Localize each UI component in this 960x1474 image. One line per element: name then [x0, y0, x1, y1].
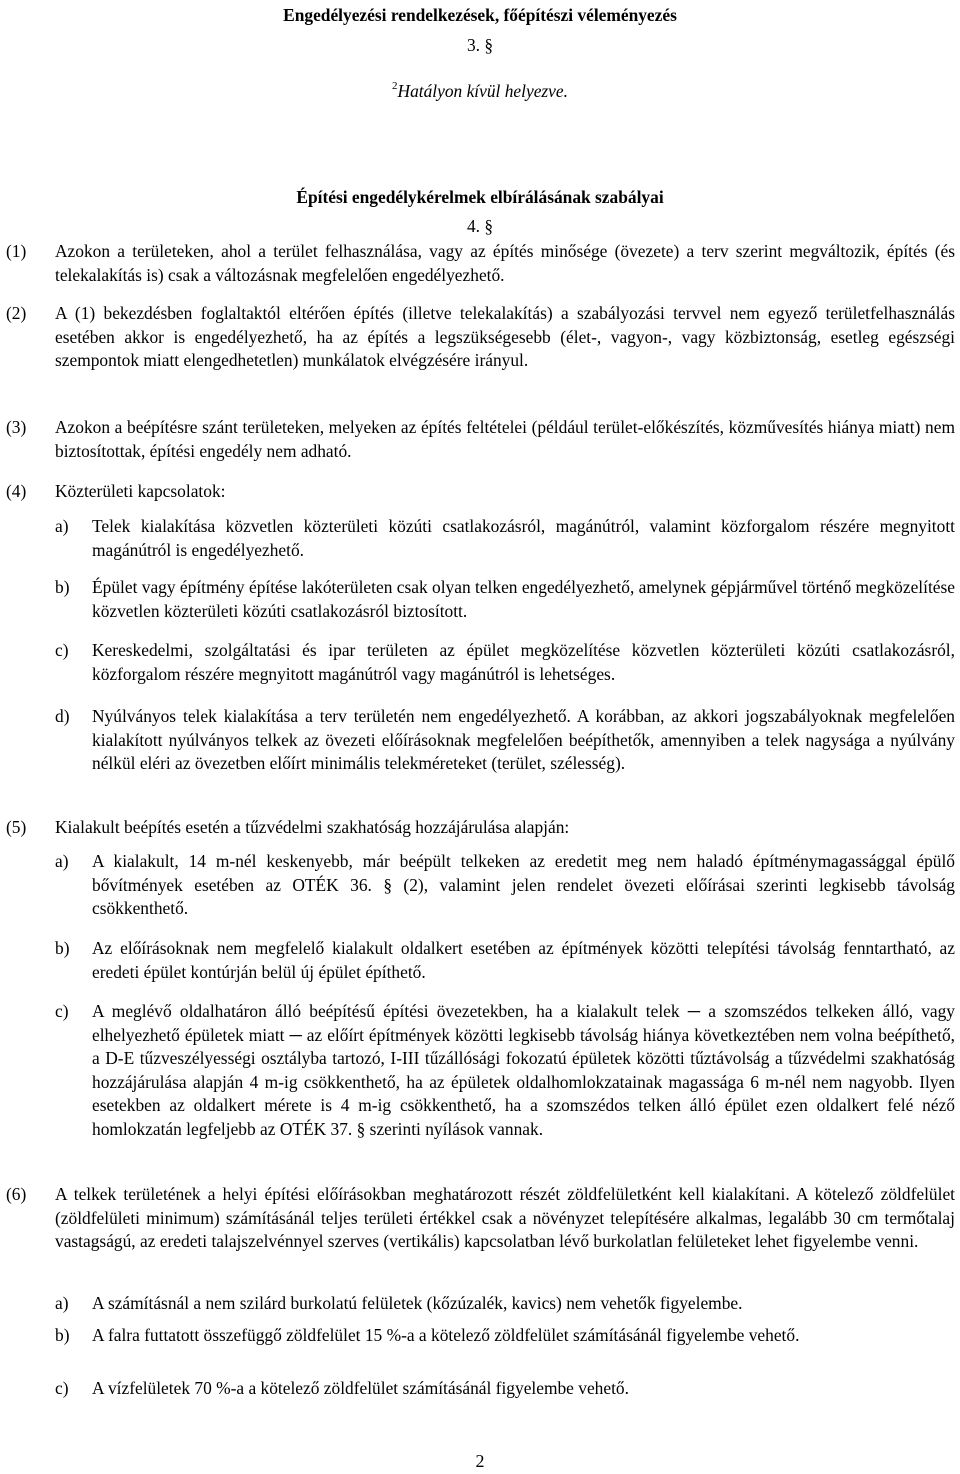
paragraph-text: A telkek területének a helyi építési előírásokban meghatározott részét zöldfelületként kell kialakítani. A kötelező zöldfelület (zöldfelületi minimum) számításánál teljes területi értékkel csak a növényzet telepítésére alkalmas, legalább 30 cm termőtalaj vastagságú, az eredeti talajszelvénnyel szerves (vertikális) kapcsolatban lévő burkolatlan felületeket lehet figyelembe venni.: [55, 1184, 955, 1251]
section-4-number: 4. §: [466, 216, 494, 236]
list-item-4c: [55, 639, 955, 686]
item-label: c): [55, 1378, 69, 1398]
section-3-number: 3. §: [466, 35, 494, 55]
paragraph-number: (6): [6, 1184, 27, 1204]
page-number: 2: [475, 1451, 485, 1471]
item-text: Kereskedelmi, szolgáltatási és ipar területen az épület megközelítése közvetlen közterületi közúti csatlakozásról, közforgalom részére megnyitott magánútról vagy magánútról is lehetséges.: [92, 640, 955, 684]
item-text: Épület vagy építmény építése lakóterületen csak olyan telken engedélyezhető, amelynek gépjárművel történő megközelítése közvetlen közterületi közúti csatlakozásról biztosított.: [92, 577, 955, 621]
section-4-title: Építési engedélykérelmek elbírálásának szabályai: [296, 187, 664, 207]
item-label: a): [55, 516, 69, 536]
paragraph-number: (5): [6, 817, 27, 837]
paragraph-text: Azokon a területeken, ahol a terület felhasználása, vagy az építés minősége (övezete) a terv szerint megváltozik, építés (és telekalakítás is) csak a változásnak megfelelően engedélyezhető.: [55, 241, 955, 285]
paragraph-text: Azokon a beépítésre szánt területeken, melyeken az építés feltételei (például terület-előkészítés, közművesítés hiánya miatt) nem biztosítottak, építési engedély nem adható.: [55, 417, 955, 461]
list-item-4a: [55, 515, 955, 562]
paragraph-5: [0, 816, 955, 840]
paragraph-text: Kialakult beépítés esetén a tűzvédelmi szakhatóság hozzájárulása alapján:: [55, 817, 570, 837]
item-label: b): [55, 938, 70, 958]
list-item-5a: [55, 850, 955, 921]
list-item-5b: [55, 937, 955, 984]
paragraph-number: (4): [6, 481, 27, 501]
footnote-number: 2: [392, 80, 398, 92]
paragraph-number: (3): [6, 417, 27, 437]
list-item-4b: [55, 576, 955, 623]
paragraph-number: (1): [6, 241, 27, 261]
item-text: A kialakult, 14 m-nél keskenyebb, már beépült telkeken az eredetit meg nem haladó építménymagassággal épülő bővítmények esetében az OTÉK 36. § (2), valamint jelen rendelet övezeti előírásai szerinti legkisebb távolság csökkenthető.: [92, 851, 955, 918]
item-label: b): [55, 577, 70, 597]
paragraph-6: [0, 1183, 955, 1254]
item-text: Nyúlványos telek kialakítása a terv területén nem engedélyezhető. A korábban, az akkori jogszabályoknak megfelelően kialakított nyúlványos telkek az övezeti előírásoknak megfelelően beépíthetők, amennyiben a telek nagysága a nyúlvány nélkül eléri az övezetben előírt minimális telekméreteket (terület, szélesség).: [92, 706, 955, 773]
item-label: b): [55, 1325, 70, 1345]
item-text: A falra futtatott összefüggő zöldfelület 15 %-a a kötelező zöldfelület számításánál figyelembe vehető.: [92, 1325, 800, 1345]
list-item-5c: [55, 1000, 955, 1141]
item-label: a): [55, 851, 69, 871]
paragraph-3: [0, 416, 955, 463]
item-text: A számításnál a nem szilárd burkolatú felületek (kőzúzalék, kavics) nem vehetők figyelembe.: [92, 1293, 743, 1313]
list-item-6b: [55, 1324, 955, 1348]
item-label: d): [55, 706, 70, 726]
paragraph-text: A (1) bekezdésben foglaltaktól eltérően építés (illetve telekalakítás) a szabályozási tervvel nem egyező területfelhasználás esetében akkor is engedélyezhető, ha az építés a legszükségesebb (élet-, vagyon-, vagy közbiztonság, esetleg egészségi szempontok miatt elengedhetetlen) munkálatok elvégzésére irányul.: [55, 303, 955, 370]
item-label: c): [55, 1001, 69, 1021]
footnote: [0, 80, 960, 104]
footnote-text: Hatályon kívül helyezve.: [397, 81, 568, 101]
list-item-6c: [55, 1377, 955, 1401]
item-text: A vízfelületek 70 %-a a kötelező zöldfelület számításánál figyelembe vehető.: [92, 1378, 629, 1398]
paragraph-2: [0, 302, 955, 373]
item-text: A meglévő oldalhatáron álló beépítésű építési övezetekben, ha a kialakult telek ─ a szomszédos telkeken álló, vagy elhelyezhető épületek miatt ─ az előírt építmények közötti legkisebb távolság hiánya következtében nem volna beépíthető, a D-E tűzveszélyességi osztályba tartozó, I-III tűzállósági fokozatú épületek közötti tűztávolság a tűzvédelmi szakhatóság hozzájárulása alapján 4 m-ig csökkenthető, ha az épületek oldalhomlokzatainak magassága 6 m-nél nem nagyobb. Ilyen esetekben az oldalkert mérete is 4 m-ig csökkenthető, ha a szomszédos telken álló épület ezen oldalkert felé néző homlokzatán legfeljebb az OTÉK 37. § szerinti nyílások vannak.: [92, 1001, 955, 1139]
item-label: a): [55, 1293, 69, 1313]
chapter-title: Engedélyezési rendelkezések, főépítészi véleményezés: [283, 5, 677, 25]
paragraph-1: [0, 240, 955, 287]
paragraph-4: [0, 480, 955, 504]
paragraph-text: Közterületi kapcsolatok:: [55, 481, 226, 501]
item-text: Telek kialakítása közvetlen közterületi közúti csatlakozásról, magánútról, valamint közforgalom részére megnyitott magánútról is engedélyezhető.: [92, 516, 955, 560]
list-item-6a: [55, 1292, 955, 1316]
item-text: Az előírásoknak nem megfelelő kialakult oldalkert esetében az építmények közötti telepítési távolság fenntartható, az eredeti épület kontúrján belül új épület építhető.: [92, 938, 955, 982]
list-item-4d: [55, 705, 955, 776]
paragraph-number: (2): [6, 303, 27, 323]
item-label: c): [55, 640, 69, 660]
